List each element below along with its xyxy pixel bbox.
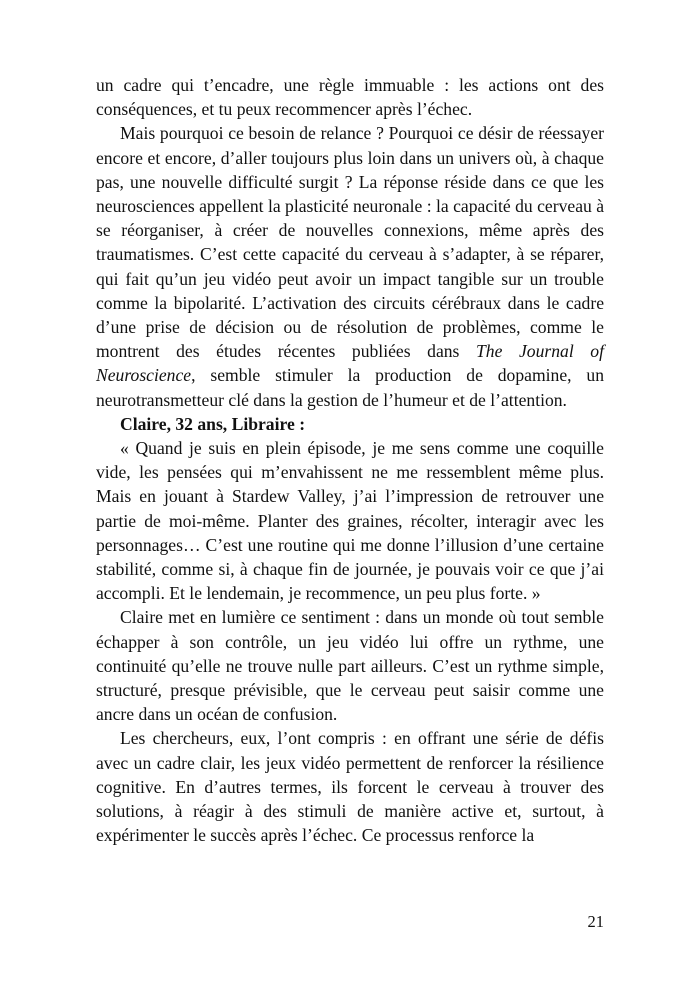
page-number: 21 (587, 912, 604, 931)
paragraph-text: Mais pourquoi ce besoin de relance ? Pourquoi ce désir de réessayer encore et encore, d’aller toujours plus loin dans un univers où, à chaque pas, une nouvelle difficulté surgit ? La réponse réside dans ce que les neurosciences appellent la plasticité neuronale : la capacité du cerveau à se réorganiser, à créer de nouvelles connexions, même après des traumatismes. C’est cette capacité du cerveau à s’adapter, à se réparer, qui fait qu’un jeu vidéo peut avoir un impact tangible sur un trouble comme la bipolarité. L’activation des circuits cérébraux dans le cadre d’une prise de décision ou de résolution de problèmes, comme le montrent des études récentes publiées dans (96, 123, 605, 362)
journal-title: The Journal of Neuroscience (96, 341, 604, 386)
testimony-quote: « Quand je suis en plein épisode, je me sens comme une coquille vide, les pensées qui m’envahissent ne me ressemblent même plus. Mais en jouant à Stardew Valley, j’ai l’impression de retrouver une partie de moi-même. Planter des graines, récolter, interagir avec les personnages… C’est une routine qui me donne l’illusion d’une certaine stabilité, comme si, à chaque fin de journée, je pouvais voir ce que j’ai accompli. Et le lendemain, je recommence, un peu plus forte. » (96, 438, 604, 604)
page-body (96, 73, 604, 848)
paragraph-text: , semble stimuler la production de dopamine, un neurotransmetteur clé dans la gestion de l’humeur et de l’attention. (96, 365, 604, 410)
paragraph-researchers: Les chercheurs, eux, l’ont compris : en offrant une série de défis avec un cadre clair, les jeux vidéo permettent de renforcer la résilience cognitive. En d’autres termes, ils forcent le cerveau à trouver des solutions, à réagir à des stimuli de manière active et, surtout, à expérimenter le succès après l’échec. Ce processus renforce la (96, 728, 604, 846)
paragraph-continuation: un cadre qui t’encadre, une règle immuable : les actions ont des conséquences, et tu peux recommencer après l’échec. (96, 75, 604, 120)
paragraph-neuroplasticity (96, 121, 604, 411)
testimony-heading: Claire, 32 ans, Libraire : (120, 413, 306, 434)
paragraph-claire: Claire met en lumière ce sentiment : dans un monde où tout semble échapper à son contrôle, un jeu vidéo lui offre un rythme, une continuité qu’elle ne trouve nulle part ailleurs. C’est un rythme simple, structuré, presque prévisible, que le cerveau peut saisir comme une ancre dans un océan de confusion. (96, 607, 604, 725)
